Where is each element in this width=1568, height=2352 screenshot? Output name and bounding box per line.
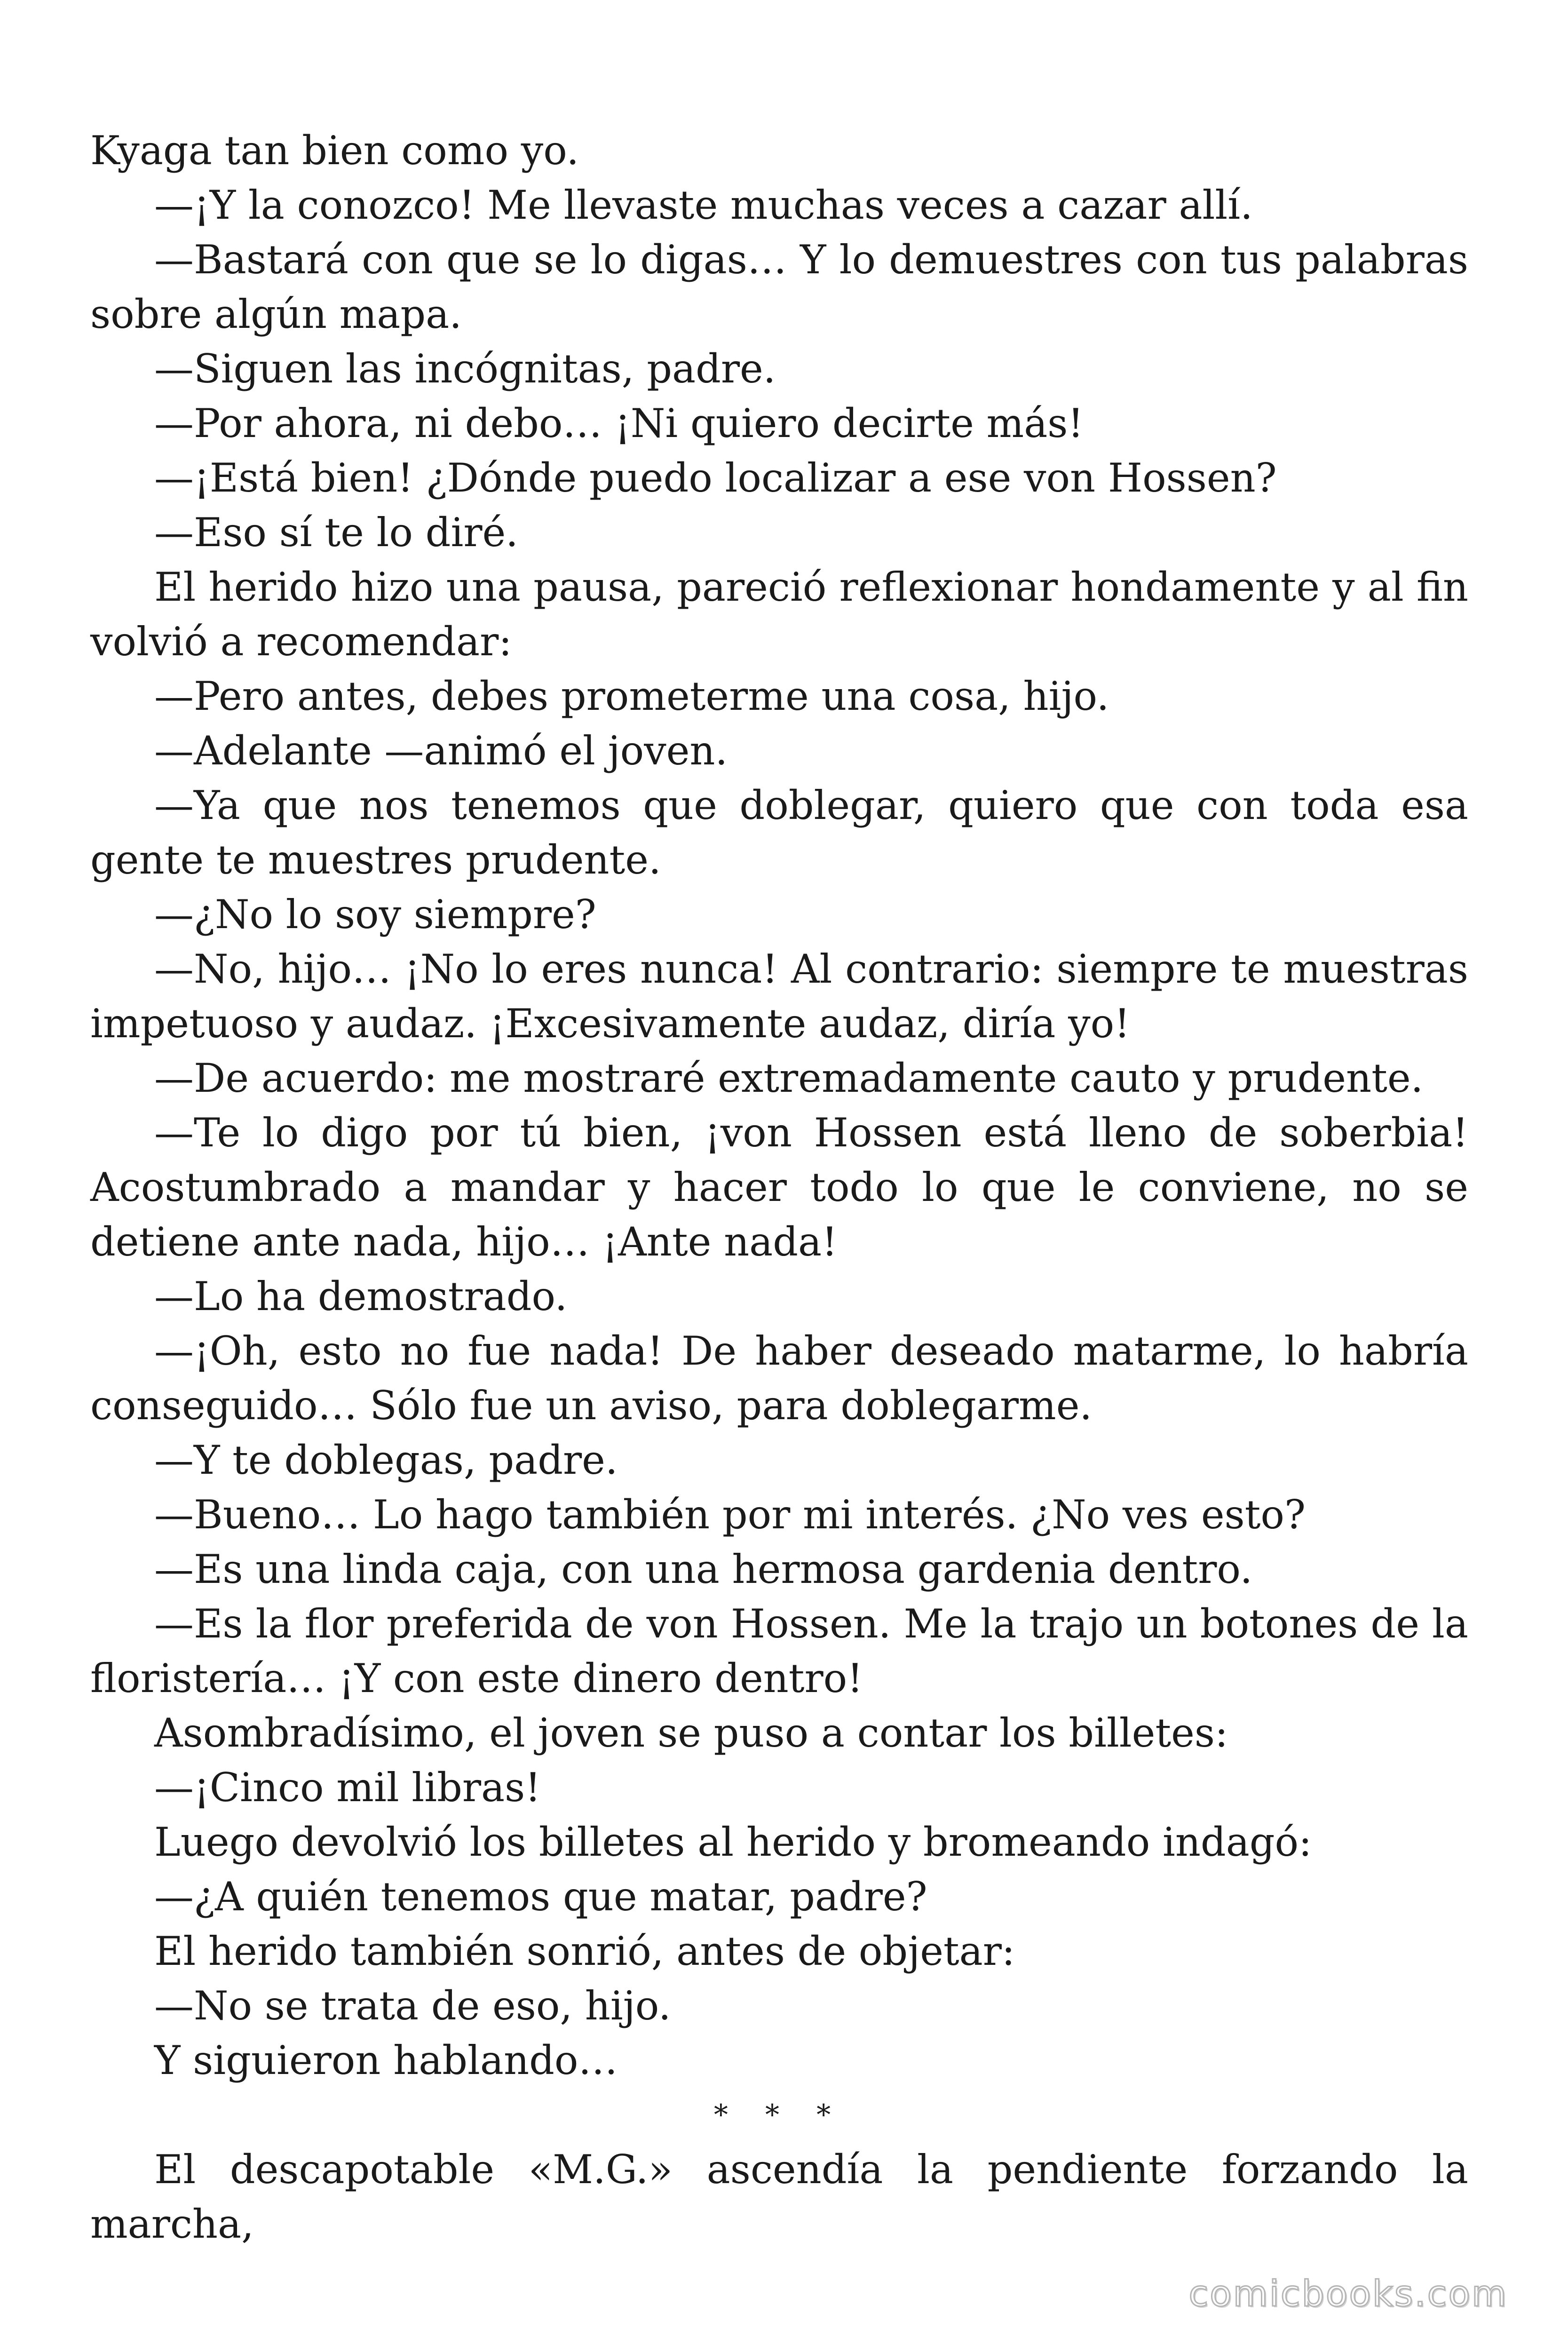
paragraph-after-separator: El descapotable «M.G.» ascendía la pendiente forzando la marcha, — [90, 2146, 1468, 2247]
paragraph: El herido también sonrió, antes de objetar: — [154, 1928, 1015, 1974]
paragraph: Luego devolvió los billetes al herido y bromeando indagó: — [154, 1819, 1312, 1865]
paragraph: —¡Cinco mil libras! — [154, 1764, 541, 1811]
paragraph: —Bueno… Lo hago también por mi interés. ¿No ves esto? — [154, 1492, 1306, 1538]
paragraph: —Ya que nos tenemos que doblegar, quiero que con toda esa gente te muestres prudente. — [90, 782, 1468, 883]
text-block — [90, 123, 1468, 2088]
watermark: comicbooks.com — [1188, 2273, 1508, 2314]
paragraph: —¿A quién tenemos que matar, padre? — [154, 1874, 927, 1920]
paragraph: Kyaga tan bien como yo. — [90, 127, 579, 174]
paragraph: —¡Oh, esto no fue nada! De haber deseado matarme, lo habría conseguido… Sólo fue un aviso, para doblegarme. — [90, 1328, 1468, 1429]
paragraph: —Adelante —animó el joven. — [154, 728, 728, 774]
page-text — [90, 123, 1468, 2251]
paragraph: —Te lo digo por tú bien, ¡von Hossen está lleno de soberbia! Acostumbrado a mandar y hacer todo lo que le conviene, no se detiene ante nada, hijo… ¡Ante nada! — [90, 1110, 1468, 1265]
paragraph: Y siguieron hablando… — [154, 2037, 618, 2083]
paragraph: —Y te doblegas, padre. — [154, 1437, 618, 1483]
paragraph: —¿No lo soy siempre? — [154, 891, 596, 938]
paragraph: —Siguen las incógnitas, padre. — [154, 346, 776, 392]
paragraph: —Pero antes, debes prometerme una cosa, hijo. — [154, 673, 1109, 719]
paragraph: —De acuerdo: me mostraré extremadamente cauto y prudente. — [154, 1055, 1424, 1101]
paragraph: —Bastará con que se lo digas… Y lo demuestres con tus palabras sobre algún mapa. — [90, 237, 1468, 337]
paragraph: —Eso sí te lo diré. — [154, 509, 518, 556]
paragraph: —Es la flor preferida de von Hossen. Me la trajo un botones de la floristería… ¡Y con este dinero dentro! — [90, 1601, 1468, 1701]
section-separator: * * * — [713, 2098, 845, 2131]
paragraph: —No se trata de eso, hijo. — [154, 1983, 671, 2029]
paragraph: —Es una linda caja, con una hermosa gardenia dentro. — [154, 1546, 1253, 1592]
paragraph: —Lo ha demostrado. — [154, 1273, 568, 1319]
paragraph: Asombradísimo, el joven se puso a contar los billetes: — [154, 1710, 1228, 1756]
paragraph: El herido hizo una pausa, pareció reflexionar hondamente y al fin volvió a recomendar: — [90, 564, 1468, 665]
paragraph: —¡Está bien! ¿Dónde puedo localizar a ese von Hossen? — [154, 455, 1277, 501]
paragraph: —Por ahora, ni debo… ¡Ni quiero decirte más! — [154, 400, 1084, 446]
paragraph: —¡Y la conozco! Me llevaste muchas veces a cazar allí. — [154, 182, 1253, 228]
paragraph: —No, hijo… ¡No lo eres nunca! Al contrario: siempre te muestras impetuoso y audaz. ¡Excesivamente audaz, diría yo! — [90, 946, 1468, 1047]
